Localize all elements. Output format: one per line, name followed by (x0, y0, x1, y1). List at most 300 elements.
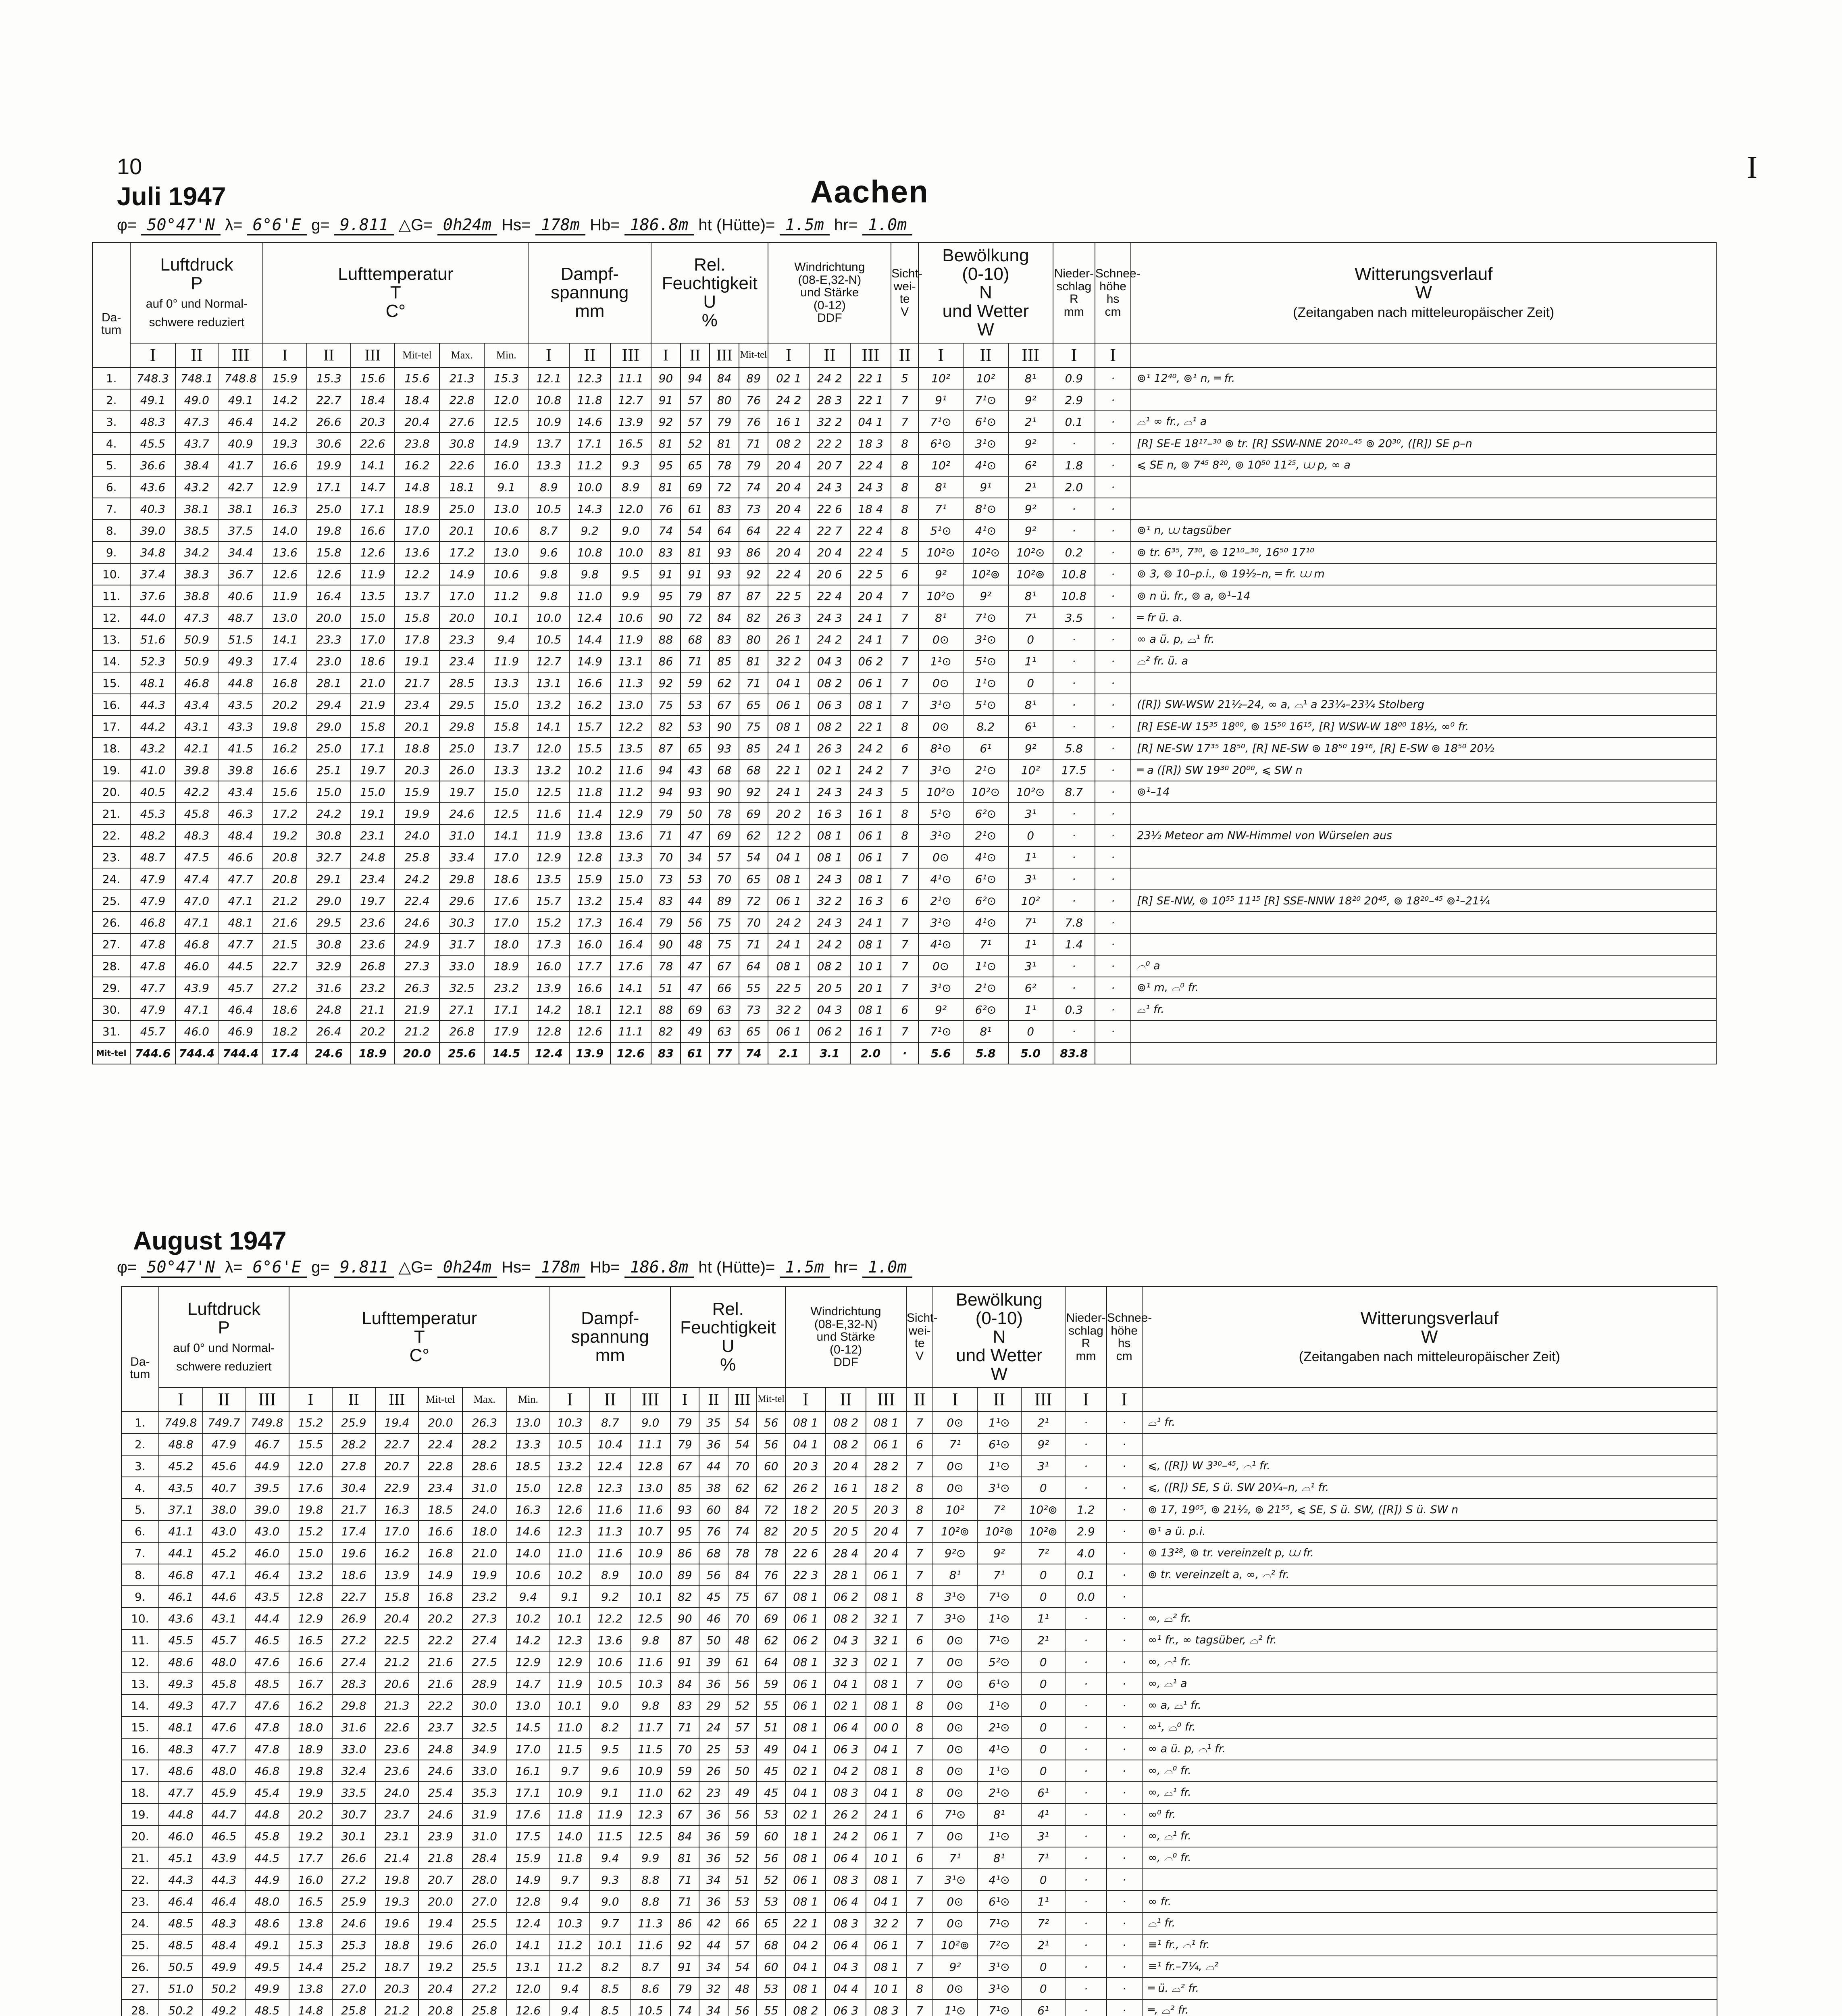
table-cell: · (1095, 781, 1131, 803)
table-cell: 25.3 (332, 1934, 375, 1956)
table-cell: 14.4 (569, 629, 610, 650)
table-cell: 12.8 (507, 1891, 550, 1912)
table-cell: ⌓¹ ∞ fr., ⌓¹ a (1131, 411, 1716, 433)
table-cell: 26. (92, 912, 130, 933)
table-cell: 74 (670, 1999, 699, 2016)
table-cell: 24.9 (395, 933, 439, 955)
table-cell: 0⊙ (933, 1651, 977, 1673)
table-row (121, 1586, 1717, 1608)
table-cell: 49.1 (218, 389, 263, 411)
table-cell: 54 (739, 846, 768, 868)
table-cell: 22.2 (418, 1695, 462, 1716)
table-cell: 19. (121, 1804, 159, 1825)
table-cell: 27.0 (332, 1978, 375, 1999)
table-cell: 2.9 (1053, 389, 1095, 411)
table-cell: · (1095, 476, 1131, 498)
table-cell: 23.6 (375, 1738, 418, 1760)
table-cell: 44.0 (130, 607, 175, 629)
table-cell: 40.7 (203, 1477, 245, 1499)
table-cell: 48.6 (159, 1760, 203, 1782)
table-cell: 749.7 (203, 1412, 245, 1433)
table-cell: · (1095, 433, 1131, 454)
table-cell: 57 (681, 411, 710, 433)
table-cell: 31. (92, 1020, 130, 1042)
table-cell: · (1053, 846, 1095, 868)
table-cell: · (1095, 607, 1131, 629)
table-cell: 49.3 (159, 1673, 203, 1695)
table-cell: 14.2 (263, 389, 307, 411)
table-cell: 73 (739, 999, 768, 1020)
table-cell: 24.8 (351, 846, 395, 868)
table-cell: 19.1 (351, 803, 395, 825)
table-cell: 18.2 (263, 1020, 307, 1042)
table-cell: 12.8 (550, 1477, 590, 1499)
table-cell: 27.2 (332, 1869, 375, 1891)
table-cell: 26.4 (307, 1020, 351, 1042)
table-cell: · (1095, 650, 1131, 672)
table-cell: 39 (699, 1651, 728, 1673)
table-cell: 11.6 (630, 1499, 670, 1520)
table-cell: 7 (891, 629, 918, 650)
table-cell: 13.1 (507, 1956, 550, 1978)
table-cell (1131, 803, 1716, 825)
table-cell: 17.0 (351, 629, 395, 650)
table-cell: 30.1 (332, 1825, 375, 1847)
column-header-bewoelkung: Bewölkung (0-10) N und Wetter W (933, 1287, 1065, 1387)
table-cell: 34 (699, 1869, 728, 1891)
table-row (92, 1020, 1716, 1042)
table-cell: 14.7 (351, 476, 395, 498)
table-cell: 26.0 (462, 1934, 506, 1956)
table-cell: 3¹ (1008, 803, 1053, 825)
table-cell: 2¹ (1021, 1629, 1065, 1651)
subheader: III (1021, 1387, 1065, 1412)
table-cell: · (1095, 411, 1131, 433)
table-cell: 04 1 (768, 846, 809, 868)
table-cell: 9.3 (610, 454, 651, 476)
table-cell: 68 (699, 1542, 728, 1564)
table-cell: · (1065, 1869, 1106, 1891)
table-cell: 50 (681, 803, 710, 825)
table-cell: 27.2 (263, 977, 307, 999)
table-row (121, 1738, 1717, 1760)
table-cell: 7¹⊙ (977, 1629, 1021, 1651)
table-cell: 81 (681, 541, 710, 563)
table-cell: 24.0 (375, 1782, 418, 1804)
table-cell: 10.6 (484, 563, 528, 585)
table-cell: 91 (670, 1956, 699, 1978)
table-cell: 45.7 (130, 1020, 175, 1042)
table-cell: 4. (121, 1477, 159, 1499)
table-cell: 23.6 (351, 933, 395, 955)
table-cell: 44.2 (130, 716, 175, 737)
table-cell: 20 4 (768, 541, 809, 563)
table-cell: 59 (681, 672, 710, 694)
table-cell: 22.2 (418, 1629, 462, 1651)
table-cell: 3¹ (1021, 1455, 1065, 1477)
table-cell: 54 (728, 1412, 757, 1433)
table-cell: 67 (670, 1455, 699, 1477)
table-cell: 80 (710, 389, 739, 411)
table-cell: 16.4 (307, 585, 351, 607)
table-cell: 10. (92, 563, 130, 585)
table-cell: 14.9 (507, 1869, 550, 1891)
table-cell: 44 (699, 1455, 728, 1477)
table-cell: 13.6 (395, 541, 439, 563)
table-cell: 06 4 (826, 1934, 866, 1956)
table-cell: 23.4 (351, 868, 395, 890)
table-row (121, 1412, 1717, 1433)
table-cell: 22 4 (809, 585, 850, 607)
table-cell: 17. (121, 1760, 159, 1782)
table-cell: 10²⊙ (1008, 781, 1053, 803)
subheader: III (218, 343, 263, 367)
table-cell: 67 (710, 955, 739, 977)
table-cell: 8.8 (630, 1869, 670, 1891)
table-cell: 12.8 (630, 1455, 670, 1477)
table-cell: 87 (670, 1629, 699, 1651)
table-cell: 43.7 (175, 433, 218, 454)
table-cell: 18.4 (351, 389, 395, 411)
table-cell: 24 3 (809, 781, 850, 803)
table-cell: 8 (891, 803, 918, 825)
table-cell: 7.8 (1053, 912, 1095, 933)
table-cell: 9.8 (528, 585, 569, 607)
table-cell: 77 (710, 1042, 739, 1064)
table-cell: 0⊙ (933, 1629, 977, 1651)
table-cell: 84 (710, 367, 739, 389)
table-cell: 7 (906, 1455, 933, 1477)
table-cell: 20 4 (826, 1455, 866, 1477)
table-cell: 20 4 (866, 1520, 906, 1542)
table-cell: · (1095, 563, 1131, 585)
table-cell: 45.5 (130, 433, 175, 454)
table-cell: 54 (681, 520, 710, 541)
table-cell: 7¹ (1008, 912, 1053, 933)
table-cell: 86 (670, 1542, 699, 1564)
table-cell: 45.2 (159, 1455, 203, 1477)
column-header-wind: Windrichtung (08-E,32-N) und Stärke (0-12) DDF (768, 242, 891, 343)
table-cell: 37.4 (130, 563, 175, 585)
table-cell: 43.9 (203, 1847, 245, 1869)
table-cell: 3.1 (809, 1042, 850, 1064)
table-cell: 28.6 (462, 1455, 506, 1477)
table-cell: 0.1 (1053, 411, 1095, 433)
table-cell: 52 (757, 1869, 785, 1891)
table-cell: 42 (699, 1912, 728, 1934)
subheader (1131, 343, 1716, 367)
table-cell: 7 (891, 933, 918, 955)
table-cell: 23.0 (307, 650, 351, 672)
subheader: I (768, 343, 809, 367)
table-cell: 62 (670, 1782, 699, 1804)
table-cell: 22 4 (850, 454, 891, 476)
table-cell: 0⊙ (933, 1738, 977, 1760)
table-row (121, 1433, 1717, 1455)
table-cell: 15.8 (375, 1586, 418, 1608)
table-cell: 75 (710, 912, 739, 933)
table-cell: 47.8 (245, 1738, 289, 1760)
table-cell: 16.2 (289, 1695, 332, 1716)
table-cell: 33.0 (439, 955, 484, 977)
table-cell: 12.5 (484, 803, 528, 825)
table-cell: 26 2 (785, 1477, 826, 1499)
table-cell: 24.0 (462, 1499, 506, 1520)
table-cell: 06 1 (768, 1020, 809, 1042)
table-cell: 95 (670, 1520, 699, 1542)
table-cell: 17.5 (507, 1825, 550, 1847)
table-cell: 14.4 (289, 1956, 332, 1978)
table-cell: 31.6 (307, 977, 351, 999)
table-cell: 45.7 (203, 1629, 245, 1651)
table-cell: 13.0 (484, 498, 528, 520)
table-cell: 21.9 (395, 999, 439, 1020)
table-cell: 46.0 (159, 1825, 203, 1847)
table-cell: · (1095, 759, 1131, 781)
table-cell: 23.6 (375, 1760, 418, 1782)
table-cell: 8.7 (1053, 781, 1095, 803)
table-cell: 7¹⊙ (977, 1912, 1021, 1934)
table-cell: 74 (739, 1042, 768, 1064)
table-row (121, 1499, 1717, 1520)
table-cell: 7¹⊙ (977, 1999, 1021, 2016)
table-cell: 4.0 (1065, 1542, 1106, 1564)
table-cell: 25.0 (307, 737, 351, 759)
table-cell: 17.1 (351, 737, 395, 759)
table-cell: 0⊙ (933, 1477, 977, 1499)
column-header-wind: Windrichtung (08-E,32-N) und Stärke (0-12) DDF (785, 1287, 906, 1387)
table-cell: 15. (121, 1716, 159, 1738)
table-cell: ≡¹ fr.–7¼, ⌓² (1142, 1956, 1717, 1978)
subheader: II (569, 343, 610, 367)
table-cell: 10 1 (850, 955, 891, 977)
table-cell: · (1095, 846, 1131, 868)
table-cell: 47.7 (203, 1738, 245, 1760)
table-cell: · (1053, 977, 1095, 999)
table-cell: 13.5 (528, 868, 569, 890)
column-header-datum: Da- tum (92, 242, 130, 367)
table-cell: 20.2 (418, 1608, 462, 1629)
table-cell: 17.8 (395, 629, 439, 650)
table-row (92, 759, 1716, 781)
table-cell: 18.6 (484, 868, 528, 890)
table-cell: 0⊙ (933, 1825, 977, 1847)
table-cell: 10.2 (507, 1608, 550, 1629)
table-cell: 08 3 (826, 1869, 866, 1891)
table-cell: ∞ a, ⌓¹ fr. (1142, 1695, 1717, 1716)
table-cell: 06 3 (826, 1999, 866, 2016)
table-cell: 10.6 (484, 520, 528, 541)
table-cell: 10 1 (866, 1847, 906, 1869)
table-cell: 47.1 (175, 999, 218, 1020)
table-cell: 84 (670, 1825, 699, 1847)
table-cell: · (1053, 520, 1095, 541)
table-cell: · (1095, 367, 1131, 389)
table-cell: 9. (92, 541, 130, 563)
table-cell: 46.4 (159, 1891, 203, 1912)
table-cell: 12.9 (610, 803, 651, 825)
table-cell: 1¹⊙ (918, 650, 963, 672)
table-cell: 51.5 (218, 629, 263, 650)
table-cell: 44.3 (203, 1869, 245, 1891)
table-cell: 11.2 (569, 454, 610, 476)
table-cell: 6¹⊙ (963, 868, 1008, 890)
table-cell: ∞ a ü. p, ⌓¹ fr. (1131, 629, 1716, 650)
table-cell: 12.4 (507, 1912, 550, 1934)
table-cell: ∞, ⌓¹ a (1142, 1673, 1717, 1695)
table-cell: 73 (739, 498, 768, 520)
table-cell (1142, 1869, 1717, 1891)
table-cell: 46.4 (218, 999, 263, 1020)
subheader: II (891, 343, 918, 367)
table-cell: 10.0 (610, 541, 651, 563)
table-cell: 08 1 (785, 1586, 826, 1608)
table-row (121, 1869, 1717, 1891)
table-cell: 22 2 (809, 433, 850, 454)
table-cell: 11.3 (630, 1912, 670, 1934)
table-cell: 22 1 (850, 367, 891, 389)
table-cell: 1¹⊙ (977, 1412, 1021, 1433)
table-cell: ═ ü. ⌓² fr. (1142, 1978, 1717, 1999)
table-cell: 71 (670, 1716, 699, 1738)
table-cell: 43.1 (175, 716, 218, 737)
table-cell: 748.3 (130, 367, 175, 389)
table-cell: 14.1 (528, 716, 569, 737)
table-cell: 44.8 (159, 1804, 203, 1825)
table-cell: 8.9 (528, 476, 569, 498)
table-cell: 2¹⊙ (963, 825, 1008, 846)
table-cell: 7² (1021, 1912, 1065, 1934)
table-cell: 16.0 (289, 1869, 332, 1891)
table-cell: 47.3 (175, 607, 218, 629)
table-cell: · (1065, 1912, 1106, 1934)
table-cell: 9.8 (630, 1695, 670, 1716)
table-cell: 11.5 (590, 1825, 630, 1847)
table-cell: 30.8 (307, 825, 351, 846)
table-cell: 17.1 (569, 433, 610, 454)
table-cell: 8 (906, 1499, 933, 1520)
table-cell: 26.3 (395, 977, 439, 999)
table-cell: 4¹⊙ (977, 1869, 1021, 1891)
table-cell: 13.3 (484, 759, 528, 781)
table-cell: 0⊙ (918, 629, 963, 650)
subheader: I (933, 1387, 977, 1412)
table-cell: 15.5 (569, 737, 610, 759)
table-cell: 24 1 (850, 629, 891, 650)
table-cell: 2¹ (1008, 411, 1053, 433)
table-cell: 38.1 (218, 498, 263, 520)
table-cell: 08 1 (866, 1869, 906, 1891)
subheader: III (375, 1387, 418, 1412)
table-cell: 7¹ (1021, 1847, 1065, 1869)
table-cell: 45.8 (203, 1673, 245, 1695)
table-cell: 82 (739, 607, 768, 629)
table-cell: 47.8 (130, 933, 175, 955)
table-cell: 22.7 (307, 389, 351, 411)
table-cell: 59 (670, 1760, 699, 1782)
table-cell: 9.1 (550, 1586, 590, 1608)
table-cell: · (1107, 1869, 1142, 1891)
table-cell: 0 (1008, 672, 1053, 694)
table-cell: 38.8 (175, 585, 218, 607)
table-cell: 4¹⊙ (963, 454, 1008, 476)
table-cell: 84 (728, 1564, 757, 1586)
table-cell: 15.0 (484, 694, 528, 716)
table-cell: 28. (121, 1999, 159, 2016)
table-cell: 21.3 (439, 367, 484, 389)
table-cell: 23.7 (418, 1716, 462, 1738)
table-cell: 48.0 (245, 1891, 289, 1912)
table-cell: 14.1 (507, 1934, 550, 1956)
table-cell: 9² (1008, 737, 1053, 759)
table-cell: 25.9 (332, 1412, 375, 1433)
table-cell: 23.2 (484, 977, 528, 999)
table-cell: 11.8 (550, 1804, 590, 1825)
table-cell: 8 (891, 825, 918, 846)
table-cell: 22.6 (439, 454, 484, 476)
table-cell: 78 (651, 955, 681, 977)
table-cell: 44.5 (245, 1847, 289, 1869)
table-cell: 47.0 (175, 890, 218, 912)
table-cell: 41.0 (130, 759, 175, 781)
table-cell: 9.6 (590, 1760, 630, 1782)
table-cell: 9.1 (590, 1782, 630, 1804)
table-cell: 68 (739, 759, 768, 781)
month-title-july: Juli 1947 (117, 182, 226, 211)
table-cell: 7¹⊙ (977, 1586, 1021, 1608)
table-cell: 45.8 (175, 803, 218, 825)
table-cell (1142, 1586, 1717, 1608)
table-cell: 10.9 (528, 411, 569, 433)
table-cell: 08 1 (768, 955, 809, 977)
table-cell: 9.4 (484, 629, 528, 650)
table-cell: · (1065, 1673, 1106, 1695)
table-cell: 20 7 (809, 454, 850, 476)
table-cell: 9.5 (590, 1738, 630, 1760)
table-cell: 34.4 (218, 541, 263, 563)
table-cell: 13.2 (569, 890, 610, 912)
column-header: Nieder- schlag R mm (1065, 1287, 1106, 1387)
table-cell: 72 (757, 1499, 785, 1520)
table-cell: 10.2 (550, 1564, 590, 1586)
table-cell: 1¹ (1021, 1891, 1065, 1912)
subheader: I (159, 1387, 203, 1412)
table-cell: 41.5 (218, 737, 263, 759)
table-cell: 16.6 (569, 977, 610, 999)
table-cell: 8.5 (590, 1999, 630, 2016)
table-cell: 20 4 (809, 541, 850, 563)
table-cell (1131, 933, 1716, 955)
table-cell: 9.7 (550, 1869, 590, 1891)
table-cell: 52 (728, 1695, 757, 1716)
table-cell: 52 (681, 433, 710, 454)
table-cell: 22.6 (351, 433, 395, 454)
table-cell: 15.2 (528, 912, 569, 933)
table-cell: 55 (757, 1999, 785, 2016)
table-cell: 6 (891, 999, 918, 1020)
table-cell: 06 2 (826, 1586, 866, 1608)
table-cell: 14.1 (263, 629, 307, 650)
table-cell: 84 (670, 1673, 699, 1695)
column-header-luftdruck: Luftdruck P auf 0° und Normal- schwere reduziert (130, 242, 263, 343)
table-cell: 20.4 (375, 1608, 418, 1629)
table-cell: 18.6 (332, 1564, 375, 1586)
table-cell: ⊚ n ü. fr., ⊚ a, ⊚¹–14 (1131, 585, 1716, 607)
table-cell: 56 (757, 1412, 785, 1433)
table-cell: 62 (739, 825, 768, 846)
table-cell: 76 (651, 498, 681, 520)
table-cell: · (1065, 1455, 1106, 1477)
